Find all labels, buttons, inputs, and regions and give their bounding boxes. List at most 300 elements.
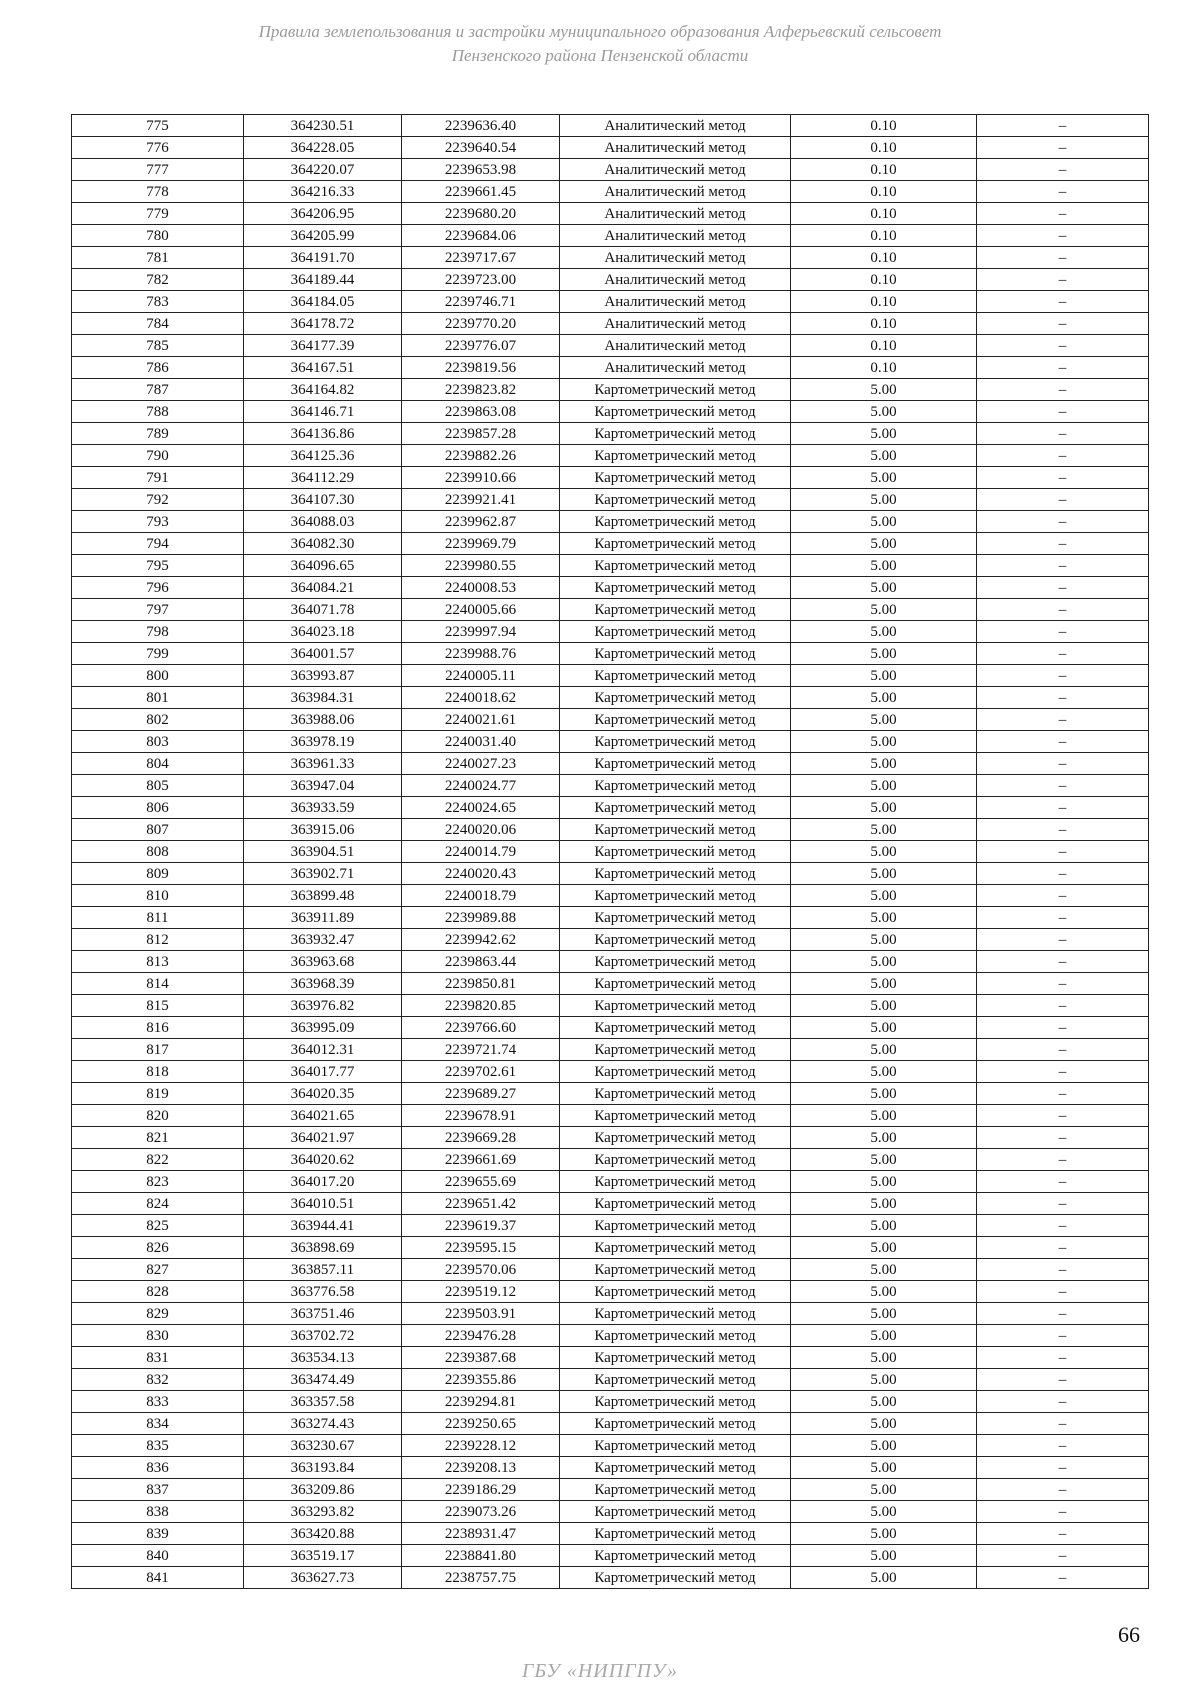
x-coordinate-cell: 363420.88 bbox=[244, 1523, 402, 1545]
method-cell: Картометрический метод bbox=[560, 1237, 791, 1259]
y-coordinate-cell: 2239689.27 bbox=[402, 1083, 560, 1105]
table-row bbox=[72, 1523, 1149, 1545]
method-cell: Картометрический метод bbox=[560, 907, 791, 929]
note-cell: – bbox=[977, 665, 1149, 687]
point-number-cell: 776 bbox=[72, 137, 244, 159]
note-cell: – bbox=[977, 1193, 1149, 1215]
note-cell: – bbox=[977, 313, 1149, 335]
point-number-cell: 835 bbox=[72, 1435, 244, 1457]
table-row bbox=[72, 511, 1149, 533]
note-cell: – bbox=[977, 709, 1149, 731]
point-number-cell: 836 bbox=[72, 1457, 244, 1479]
x-coordinate-cell: 363857.11 bbox=[244, 1259, 402, 1281]
table-row bbox=[72, 1545, 1149, 1567]
x-coordinate-cell: 363776.58 bbox=[244, 1281, 402, 1303]
y-coordinate-cell: 2238931.47 bbox=[402, 1523, 560, 1545]
table-row bbox=[72, 753, 1149, 775]
note-cell: – bbox=[977, 775, 1149, 797]
note-cell: – bbox=[977, 1457, 1149, 1479]
table-row bbox=[72, 1303, 1149, 1325]
accuracy-cell: 0.10 bbox=[791, 159, 977, 181]
accuracy-cell: 5.00 bbox=[791, 753, 977, 775]
point-number-cell: 791 bbox=[72, 467, 244, 489]
x-coordinate-cell: 364184.05 bbox=[244, 291, 402, 313]
table-row bbox=[72, 1061, 1149, 1083]
x-coordinate-cell: 364012.31 bbox=[244, 1039, 402, 1061]
point-number-cell: 778 bbox=[72, 181, 244, 203]
accuracy-cell: 5.00 bbox=[791, 1545, 977, 1567]
accuracy-cell: 5.00 bbox=[791, 1347, 977, 1369]
point-number-cell: 816 bbox=[72, 1017, 244, 1039]
y-coordinate-cell: 2239766.60 bbox=[402, 1017, 560, 1039]
y-coordinate-cell: 2239863.44 bbox=[402, 951, 560, 973]
x-coordinate-cell: 363911.89 bbox=[244, 907, 402, 929]
accuracy-cell: 5.00 bbox=[791, 1413, 977, 1435]
x-coordinate-cell: 363902.71 bbox=[244, 863, 402, 885]
note-cell: – bbox=[977, 819, 1149, 841]
method-cell: Картометрический метод bbox=[560, 555, 791, 577]
table-row bbox=[72, 137, 1149, 159]
point-number-cell: 799 bbox=[72, 643, 244, 665]
method-cell: Картометрический метод bbox=[560, 467, 791, 489]
point-number-cell: 826 bbox=[72, 1237, 244, 1259]
x-coordinate-cell: 364096.65 bbox=[244, 555, 402, 577]
method-cell: Картометрический метод bbox=[560, 973, 791, 995]
x-coordinate-cell: 364167.51 bbox=[244, 357, 402, 379]
table-row bbox=[72, 731, 1149, 753]
x-coordinate-cell: 364107.30 bbox=[244, 489, 402, 511]
accuracy-cell: 5.00 bbox=[791, 1083, 977, 1105]
table-row bbox=[72, 269, 1149, 291]
accuracy-cell: 0.10 bbox=[791, 291, 977, 313]
table-row bbox=[72, 665, 1149, 687]
table-row bbox=[72, 643, 1149, 665]
note-cell: – bbox=[977, 1413, 1149, 1435]
x-coordinate-cell: 363519.17 bbox=[244, 1545, 402, 1567]
x-coordinate-cell: 364177.39 bbox=[244, 335, 402, 357]
note-cell: – bbox=[977, 731, 1149, 753]
point-number-cell: 814 bbox=[72, 973, 244, 995]
table-row bbox=[72, 401, 1149, 423]
y-coordinate-cell: 2239680.20 bbox=[402, 203, 560, 225]
y-coordinate-cell: 2239770.20 bbox=[402, 313, 560, 335]
method-cell: Картометрический метод bbox=[560, 775, 791, 797]
y-coordinate-cell: 2239717.67 bbox=[402, 247, 560, 269]
note-cell: – bbox=[977, 599, 1149, 621]
header-line-2: Пензенского района Пензенской области bbox=[451, 46, 749, 65]
method-cell: Аналитический метод bbox=[560, 269, 791, 291]
point-number-cell: 777 bbox=[72, 159, 244, 181]
point-number-cell: 790 bbox=[72, 445, 244, 467]
note-cell: – bbox=[977, 863, 1149, 885]
note-cell: – bbox=[977, 467, 1149, 489]
point-number-cell: 810 bbox=[72, 885, 244, 907]
method-cell: Картометрический метод bbox=[560, 1281, 791, 1303]
note-cell: – bbox=[977, 511, 1149, 533]
table-row bbox=[72, 1413, 1149, 1435]
x-coordinate-cell: 364084.21 bbox=[244, 577, 402, 599]
x-coordinate-cell: 364020.35 bbox=[244, 1083, 402, 1105]
method-cell: Картометрический метод bbox=[560, 1369, 791, 1391]
point-number-cell: 779 bbox=[72, 203, 244, 225]
y-coordinate-cell: 2240021.61 bbox=[402, 709, 560, 731]
method-cell: Картометрический метод bbox=[560, 1435, 791, 1457]
table-row bbox=[72, 115, 1149, 137]
table-row bbox=[72, 885, 1149, 907]
y-coordinate-cell: 2239823.82 bbox=[402, 379, 560, 401]
point-number-cell: 834 bbox=[72, 1413, 244, 1435]
y-coordinate-cell: 2239921.41 bbox=[402, 489, 560, 511]
note-cell: – bbox=[977, 797, 1149, 819]
x-coordinate-cell: 364021.97 bbox=[244, 1127, 402, 1149]
note-cell: – bbox=[977, 1435, 1149, 1457]
method-cell: Картометрический метод bbox=[560, 731, 791, 753]
note-cell: – bbox=[977, 489, 1149, 511]
y-coordinate-cell: 2239387.68 bbox=[402, 1347, 560, 1369]
x-coordinate-cell: 363968.39 bbox=[244, 973, 402, 995]
point-number-cell: 822 bbox=[72, 1149, 244, 1171]
x-coordinate-cell: 363193.84 bbox=[244, 1457, 402, 1479]
method-cell: Аналитический метод bbox=[560, 203, 791, 225]
table-row bbox=[72, 929, 1149, 951]
table-row bbox=[72, 555, 1149, 577]
y-coordinate-cell: 2238841.80 bbox=[402, 1545, 560, 1567]
table-row bbox=[72, 775, 1149, 797]
point-number-cell: 780 bbox=[72, 225, 244, 247]
method-cell: Картометрический метод bbox=[560, 951, 791, 973]
y-coordinate-cell: 2240031.40 bbox=[402, 731, 560, 753]
y-coordinate-cell: 2240005.11 bbox=[402, 665, 560, 687]
x-coordinate-cell: 363978.19 bbox=[244, 731, 402, 753]
y-coordinate-cell: 2239962.87 bbox=[402, 511, 560, 533]
note-cell: – bbox=[977, 1149, 1149, 1171]
x-coordinate-cell: 364206.95 bbox=[244, 203, 402, 225]
x-coordinate-cell: 364023.18 bbox=[244, 621, 402, 643]
method-cell: Картометрический метод bbox=[560, 841, 791, 863]
point-number-cell: 800 bbox=[72, 665, 244, 687]
method-cell: Аналитический метод bbox=[560, 137, 791, 159]
table-row bbox=[72, 1237, 1149, 1259]
y-coordinate-cell: 2239969.79 bbox=[402, 533, 560, 555]
x-coordinate-cell: 364125.36 bbox=[244, 445, 402, 467]
note-cell: – bbox=[977, 1237, 1149, 1259]
point-number-cell: 807 bbox=[72, 819, 244, 841]
x-coordinate-cell: 363898.69 bbox=[244, 1237, 402, 1259]
table-row bbox=[72, 489, 1149, 511]
x-coordinate-cell: 364001.57 bbox=[244, 643, 402, 665]
method-cell: Картометрический метод bbox=[560, 665, 791, 687]
point-number-cell: 833 bbox=[72, 1391, 244, 1413]
accuracy-cell: 5.00 bbox=[791, 577, 977, 599]
x-coordinate-cell: 364216.33 bbox=[244, 181, 402, 203]
method-cell: Картометрический метод bbox=[560, 819, 791, 841]
point-number-cell: 815 bbox=[72, 995, 244, 1017]
note-cell: – bbox=[977, 247, 1149, 269]
y-coordinate-cell: 2239595.15 bbox=[402, 1237, 560, 1259]
accuracy-cell: 5.00 bbox=[791, 445, 977, 467]
accuracy-cell: 5.00 bbox=[791, 1215, 977, 1237]
table-row bbox=[72, 1435, 1149, 1457]
point-number-cell: 840 bbox=[72, 1545, 244, 1567]
table-row bbox=[72, 863, 1149, 885]
header-line-1: Правила землепользования и застройки муниципального образования Алферьевский сельсовет bbox=[258, 22, 942, 41]
page-footer: ГБУ «НИПГПУ» bbox=[522, 1660, 678, 1682]
table-row bbox=[72, 159, 1149, 181]
note-cell: – bbox=[977, 973, 1149, 995]
point-number-cell: 831 bbox=[72, 1347, 244, 1369]
x-coordinate-cell: 363993.87 bbox=[244, 665, 402, 687]
accuracy-cell: 0.10 bbox=[791, 269, 977, 291]
accuracy-cell: 5.00 bbox=[791, 797, 977, 819]
accuracy-cell: 5.00 bbox=[791, 1523, 977, 1545]
accuracy-cell: 0.10 bbox=[791, 357, 977, 379]
table-row bbox=[72, 1259, 1149, 1281]
y-coordinate-cell: 2239989.88 bbox=[402, 907, 560, 929]
y-coordinate-cell: 2239980.55 bbox=[402, 555, 560, 577]
table-row bbox=[72, 797, 1149, 819]
y-coordinate-cell: 2239640.54 bbox=[402, 137, 560, 159]
accuracy-cell: 5.00 bbox=[791, 467, 977, 489]
table-row bbox=[72, 951, 1149, 973]
accuracy-cell: 5.00 bbox=[791, 863, 977, 885]
table-row bbox=[72, 1039, 1149, 1061]
accuracy-cell: 5.00 bbox=[791, 1193, 977, 1215]
y-coordinate-cell: 2239294.81 bbox=[402, 1391, 560, 1413]
y-coordinate-cell: 2240018.79 bbox=[402, 885, 560, 907]
method-cell: Картометрический метод bbox=[560, 1303, 791, 1325]
note-cell: – bbox=[977, 1017, 1149, 1039]
method-cell: Аналитический метод bbox=[560, 115, 791, 137]
accuracy-cell: 5.00 bbox=[791, 1567, 977, 1589]
accuracy-cell: 5.00 bbox=[791, 709, 977, 731]
point-number-cell: 809 bbox=[72, 863, 244, 885]
method-cell: Картометрический метод bbox=[560, 423, 791, 445]
accuracy-cell: 5.00 bbox=[791, 1325, 977, 1347]
table-row bbox=[72, 1193, 1149, 1215]
accuracy-cell: 0.10 bbox=[791, 203, 977, 225]
point-number-cell: 806 bbox=[72, 797, 244, 819]
x-coordinate-cell: 364189.44 bbox=[244, 269, 402, 291]
method-cell: Картометрический метод bbox=[560, 599, 791, 621]
point-number-cell: 801 bbox=[72, 687, 244, 709]
table-row bbox=[72, 379, 1149, 401]
table-row bbox=[72, 1083, 1149, 1105]
point-number-cell: 804 bbox=[72, 753, 244, 775]
x-coordinate-cell: 364010.51 bbox=[244, 1193, 402, 1215]
method-cell: Картометрический метод bbox=[560, 995, 791, 1017]
note-cell: – bbox=[977, 1171, 1149, 1193]
x-coordinate-cell: 363976.82 bbox=[244, 995, 402, 1017]
method-cell: Картометрический метод bbox=[560, 621, 791, 643]
point-number-cell: 811 bbox=[72, 907, 244, 929]
note-cell: – bbox=[977, 401, 1149, 423]
y-coordinate-cell: 2239910.66 bbox=[402, 467, 560, 489]
note-cell: – bbox=[977, 1281, 1149, 1303]
method-cell: Картометрический метод bbox=[560, 1061, 791, 1083]
method-cell: Картометрический метод bbox=[560, 401, 791, 423]
note-cell: – bbox=[977, 291, 1149, 313]
accuracy-cell: 5.00 bbox=[791, 1501, 977, 1523]
accuracy-cell: 5.00 bbox=[791, 1171, 977, 1193]
table-row bbox=[72, 709, 1149, 731]
y-coordinate-cell: 2239776.07 bbox=[402, 335, 560, 357]
point-number-cell: 813 bbox=[72, 951, 244, 973]
y-coordinate-cell: 2240020.43 bbox=[402, 863, 560, 885]
x-coordinate-cell: 363209.86 bbox=[244, 1479, 402, 1501]
note-cell: – bbox=[977, 1545, 1149, 1567]
y-coordinate-cell: 2239721.74 bbox=[402, 1039, 560, 1061]
y-coordinate-cell: 2240020.06 bbox=[402, 819, 560, 841]
table-row bbox=[72, 1127, 1149, 1149]
coordinates-table-body bbox=[72, 115, 1149, 1589]
accuracy-cell: 0.10 bbox=[791, 137, 977, 159]
method-cell: Картометрический метод bbox=[560, 797, 791, 819]
x-coordinate-cell: 364220.07 bbox=[244, 159, 402, 181]
method-cell: Аналитический метод bbox=[560, 159, 791, 181]
note-cell: – bbox=[977, 357, 1149, 379]
x-coordinate-cell: 363230.67 bbox=[244, 1435, 402, 1457]
table-row bbox=[72, 313, 1149, 335]
note-cell: – bbox=[977, 533, 1149, 555]
y-coordinate-cell: 2239208.13 bbox=[402, 1457, 560, 1479]
method-cell: Картометрический метод bbox=[560, 1259, 791, 1281]
x-coordinate-cell: 363274.43 bbox=[244, 1413, 402, 1435]
x-coordinate-cell: 364230.51 bbox=[244, 115, 402, 137]
point-number-cell: 781 bbox=[72, 247, 244, 269]
x-coordinate-cell: 363702.72 bbox=[244, 1325, 402, 1347]
accuracy-cell: 5.00 bbox=[791, 1017, 977, 1039]
method-cell: Картометрический метод bbox=[560, 533, 791, 555]
accuracy-cell: 5.00 bbox=[791, 1369, 977, 1391]
method-cell: Картометрический метод bbox=[560, 929, 791, 951]
point-number-cell: 808 bbox=[72, 841, 244, 863]
accuracy-cell: 0.10 bbox=[791, 115, 977, 137]
method-cell: Аналитический метод bbox=[560, 313, 791, 335]
method-cell: Картометрический метод bbox=[560, 1413, 791, 1435]
note-cell: – bbox=[977, 577, 1149, 599]
accuracy-cell: 5.00 bbox=[791, 379, 977, 401]
y-coordinate-cell: 2239661.45 bbox=[402, 181, 560, 203]
y-coordinate-cell: 2239850.81 bbox=[402, 973, 560, 995]
note-cell: – bbox=[977, 1303, 1149, 1325]
x-coordinate-cell: 364191.70 bbox=[244, 247, 402, 269]
point-number-cell: 803 bbox=[72, 731, 244, 753]
x-coordinate-cell: 363988.06 bbox=[244, 709, 402, 731]
method-cell: Картометрический метод bbox=[560, 1105, 791, 1127]
note-cell: – bbox=[977, 687, 1149, 709]
method-cell: Картометрический метод bbox=[560, 1127, 791, 1149]
accuracy-cell: 5.00 bbox=[791, 951, 977, 973]
table-row bbox=[72, 1501, 1149, 1523]
accuracy-cell: 5.00 bbox=[791, 973, 977, 995]
x-coordinate-cell: 363947.04 bbox=[244, 775, 402, 797]
y-coordinate-cell: 2239073.26 bbox=[402, 1501, 560, 1523]
method-cell: Картометрический метод bbox=[560, 577, 791, 599]
note-cell: – bbox=[977, 907, 1149, 929]
method-cell: Картометрический метод bbox=[560, 1039, 791, 1061]
y-coordinate-cell: 2240008.53 bbox=[402, 577, 560, 599]
note-cell: – bbox=[977, 643, 1149, 665]
note-cell: – bbox=[977, 753, 1149, 775]
point-number-cell: 792 bbox=[72, 489, 244, 511]
x-coordinate-cell: 364021.65 bbox=[244, 1105, 402, 1127]
note-cell: – bbox=[977, 841, 1149, 863]
note-cell: – bbox=[977, 929, 1149, 951]
note-cell: – bbox=[977, 885, 1149, 907]
accuracy-cell: 5.00 bbox=[791, 665, 977, 687]
point-number-cell: 818 bbox=[72, 1061, 244, 1083]
accuracy-cell: 5.00 bbox=[791, 1039, 977, 1061]
y-coordinate-cell: 2239819.56 bbox=[402, 357, 560, 379]
method-cell: Картометрический метод bbox=[560, 489, 791, 511]
y-coordinate-cell: 2239942.62 bbox=[402, 929, 560, 951]
y-coordinate-cell: 2239570.06 bbox=[402, 1259, 560, 1281]
point-number-cell: 775 bbox=[72, 115, 244, 137]
point-number-cell: 789 bbox=[72, 423, 244, 445]
y-coordinate-cell: 2239882.26 bbox=[402, 445, 560, 467]
method-cell: Картометрический метод bbox=[560, 1479, 791, 1501]
y-coordinate-cell: 2239355.86 bbox=[402, 1369, 560, 1391]
x-coordinate-cell: 363357.58 bbox=[244, 1391, 402, 1413]
table-row bbox=[72, 1325, 1149, 1347]
accuracy-cell: 0.10 bbox=[791, 247, 977, 269]
note-cell: – bbox=[977, 1259, 1149, 1281]
x-coordinate-cell: 363984.31 bbox=[244, 687, 402, 709]
method-cell: Картометрический метод bbox=[560, 1501, 791, 1523]
y-coordinate-cell: 2240014.79 bbox=[402, 841, 560, 863]
point-number-cell: 837 bbox=[72, 1479, 244, 1501]
point-number-cell: 787 bbox=[72, 379, 244, 401]
accuracy-cell: 5.00 bbox=[791, 885, 977, 907]
note-cell: – bbox=[977, 1369, 1149, 1391]
method-cell: Картометрический метод bbox=[560, 709, 791, 731]
note-cell: – bbox=[977, 181, 1149, 203]
x-coordinate-cell: 364178.72 bbox=[244, 313, 402, 335]
point-number-cell: 832 bbox=[72, 1369, 244, 1391]
x-coordinate-cell: 363899.48 bbox=[244, 885, 402, 907]
note-cell: – bbox=[977, 1567, 1149, 1589]
x-coordinate-cell: 364146.71 bbox=[244, 401, 402, 423]
accuracy-cell: 5.00 bbox=[791, 401, 977, 423]
point-number-cell: 830 bbox=[72, 1325, 244, 1347]
table-row bbox=[72, 621, 1149, 643]
y-coordinate-cell: 2239684.06 bbox=[402, 225, 560, 247]
method-cell: Картометрический метод bbox=[560, 1545, 791, 1567]
accuracy-cell: 5.00 bbox=[791, 489, 977, 511]
accuracy-cell: 0.10 bbox=[791, 313, 977, 335]
point-number-cell: 828 bbox=[72, 1281, 244, 1303]
point-number-cell: 788 bbox=[72, 401, 244, 423]
x-coordinate-cell: 363474.49 bbox=[244, 1369, 402, 1391]
y-coordinate-cell: 2239997.94 bbox=[402, 621, 560, 643]
y-coordinate-cell: 2238757.75 bbox=[402, 1567, 560, 1589]
table-row bbox=[72, 841, 1149, 863]
point-number-cell: 805 bbox=[72, 775, 244, 797]
method-cell: Картометрический метод bbox=[560, 1347, 791, 1369]
accuracy-cell: 5.00 bbox=[791, 1391, 977, 1413]
table-row bbox=[72, 1149, 1149, 1171]
table-row bbox=[72, 247, 1149, 269]
point-number-cell: 783 bbox=[72, 291, 244, 313]
point-number-cell: 782 bbox=[72, 269, 244, 291]
point-number-cell: 812 bbox=[72, 929, 244, 951]
point-number-cell: 802 bbox=[72, 709, 244, 731]
method-cell: Картометрический метод bbox=[560, 1215, 791, 1237]
y-coordinate-cell: 2239653.98 bbox=[402, 159, 560, 181]
accuracy-cell: 5.00 bbox=[791, 1457, 977, 1479]
y-coordinate-cell: 2239228.12 bbox=[402, 1435, 560, 1457]
y-coordinate-cell: 2239250.65 bbox=[402, 1413, 560, 1435]
